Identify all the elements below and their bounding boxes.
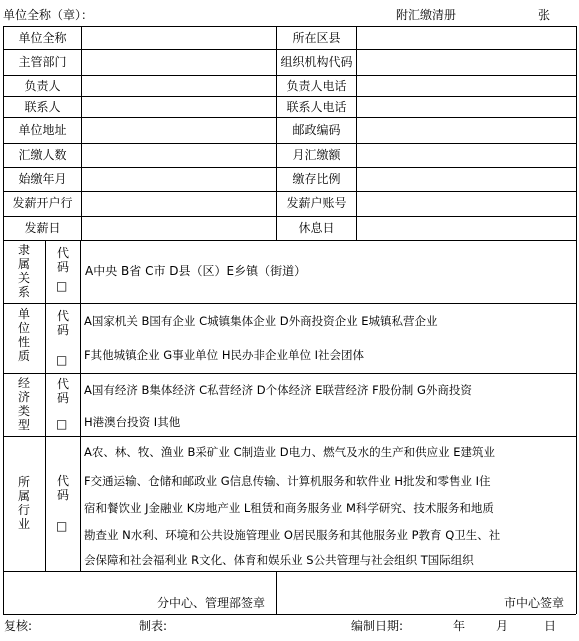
affiliation-options: A中央 B省 C市 D县（区）E乡镇（街道） [85,264,307,278]
person-in-charge-field[interactable] [82,76,276,96]
industry-code-checkbox[interactable]: □ [56,519,68,533]
payday-field[interactable] [82,217,276,240]
economic-type-section-label: 经 济 类 型 [17,376,30,432]
economic-type-code-checkbox[interactable]: □ [56,417,68,431]
label-rest-day: 休息日 [298,221,335,235]
city-center-signature-label: 市中心签章 [504,596,565,610]
label-person-in-charge: 负责人 [24,79,61,93]
supervising-department-field[interactable] [82,50,276,75]
label-contribution-ratio: 缴存比例 [292,172,341,186]
label-contact-phone: 联系人电话 [286,100,347,114]
label-person-in-charge-phone: 负责人电话 [286,79,347,93]
unit-full-name-field[interactable] [82,27,276,49]
payroll-bank-field[interactable] [82,192,276,216]
postal-code-field[interactable] [357,118,576,143]
monthly-remittance-field[interactable] [357,144,576,167]
prepared-date-label: 编制日期: [351,619,404,633]
industry-options-line-4: 勘查业 N水利、环境和公共设施管理业 O居民服务和其他服务业 P教育 Q卫生、社 [84,528,501,542]
rest-day-field[interactable] [357,217,576,240]
label-start-year-month: 始缴年月 [18,172,67,186]
remittance-headcount-field[interactable] [82,144,276,167]
label-supervising-department: 主管部门 [18,55,67,69]
label-unit-address: 单位地址 [18,123,67,137]
contact-person-field[interactable] [82,97,276,117]
start-year-month-field[interactable] [82,168,276,191]
date-month-label: 月 [496,619,509,633]
label-payday: 发薪日 [24,221,61,235]
affiliation-code-checkbox[interactable]: □ [56,279,68,293]
reviewer-label: 复核: [4,619,33,633]
unit-nature-options-line-1: A国家机关 B国有企业 C城镇集体企业 D外商投资企业 E城镇私营企业 [84,314,438,328]
attached-register-label: 附汇缴清册 [396,8,457,22]
label-unit-full-name: 单位全称 [18,31,67,45]
contribution-ratio-field[interactable] [357,168,576,191]
payroll-account-field[interactable] [357,192,576,216]
label-organization-code: 组织机构代码 [280,55,353,69]
date-day-label: 日 [544,619,557,633]
label-payroll-bank: 发薪开户行 [12,196,73,210]
label-postal-code: 邮政编码 [292,123,341,137]
unit-nature-options-line-2: F其他城镇企业 G事业单位 H民办非企业单位 I社会团体 [84,348,365,362]
unit-nature-code-label: 代 码 [56,309,69,337]
contact-phone-field[interactable] [357,97,576,117]
industry-options-line-1: A农、林、牧、渔业 B采矿业 C制造业 D电力、燃气及水的生产和供应业 E建筑业 [84,445,496,459]
organization-code-field[interactable] [357,50,576,75]
affiliation-section-label: 隶 属 关 系 [17,243,30,299]
person-in-charge-phone-field[interactable] [357,76,576,96]
preparer-label: 制表: [139,619,168,633]
district-field[interactable] [357,27,576,49]
date-year-label: 年 [453,619,466,633]
economic-type-options-line-1: A国有经济 B集体经济 C私营经济 D个体经济 E联营经济 F股份制 G外商投资 [84,383,472,397]
label-contact-person: 联系人 [24,100,61,114]
industry-options-line-2: F交通运输、仓储和邮政业 G信息传输、计算机服务和软件业 H批发和零售业 I住 [84,474,491,488]
industry-code-label: 代 码 [56,474,69,502]
economic-type-code-label: 代 码 [56,377,69,405]
sub-center-signature-label: 分中心、管理部签章 [157,596,266,610]
industry-options-line-3: 宿和餐饮业 J金融业 K房地产业 L租赁和商务服务业 M科学研究、技术服务和地质 [84,501,494,515]
unit-address-field[interactable] [82,118,276,143]
unit-nature-section-label: 单 位 性 质 [17,307,30,363]
industry-options-line-5: 会保障和社会福利业 R文化、体育和娱乐业 S公共管理与社会组织 T国际组织 [84,553,474,567]
economic-type-options-line-2: H港澳台投资 I其他 [84,415,181,429]
label-payroll-account: 发薪户账号 [286,196,347,210]
label-district: 所在区县 [292,31,341,45]
unit-nature-code-checkbox[interactable]: □ [56,353,68,367]
label-remittance-headcount: 汇缴人数 [18,148,67,162]
sheet-count-unit: 张 [538,8,551,22]
label-monthly-remittance: 月汇缴额 [292,148,341,162]
unit-full-name-stamp-label: 单位全称（章）： [3,8,94,22]
industry-section-label: 所 属 行 业 [17,475,30,531]
affiliation-code-label: 代 码 [56,246,69,274]
